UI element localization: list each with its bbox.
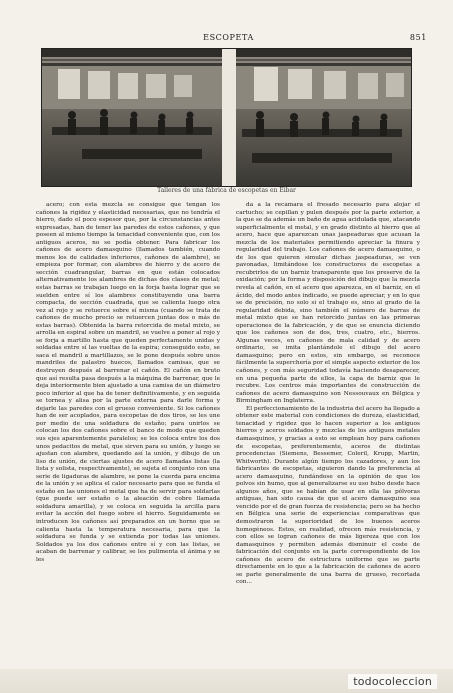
- page-number: 851: [409, 32, 427, 42]
- factory-engraving-illustration: [42, 49, 411, 186]
- page-header: [30, 30, 427, 44]
- right-column: [236, 202, 420, 670]
- left-column: [36, 202, 220, 670]
- left-paragraph: acero; con esta mezcla se consigue que tengan los cañones la rigidez y elasticidad necesarias, que no tendría el hierro, dado el poco espesor que, por la circunstancias antes expresadas, han de tener las paredes de estos cañones, y que poseen al mismo tiempo la tenacidad conveniente que, con los antiguos aceros, no se podía obtener. Para fabricar los cañones de acero damasquino (llamados también, cuando menos los de calidades inferiores, cañones de alambre), se empieza por formar, con alambres de hierro y de acero de sección cuadrangular, barras en que están colocados alternativamente los alambres de dichas dos clases de metal; estas barras se trabajan luego en la forja hasta lograr que se suelden entre sí los alambres constituyendo una barra compacta, de sección cuadrada, que se calienta luego otra vez al rojo y se retuerce sobre sí misma (cuando se trata de cañones de mucho precio se retuercen juntas dos o más de estas barras). Obtenida la barra retorcida de metal mixto, se arrolla en espiral sobre un mandril, se vuelve a poner al rojo y se forja a martillo hasta que queden perfectamente unidas y soldadas entre sí las vueltas de la espira; conseguido esto, se saca el mandril a martillazos, se le pone después sobre unos mandriles de palastro huecos, llamados camisas, que se destruyen después al barrenar el cañón. El cañón en bruto que así resulta pasa después a la máquina de barrenar, que le deja interiormente bien ajustado a una camisa de un diámetro poco inferior al que ha de tener definitivamente, y en seguida se tornea y alisa por la parte externa para darle forma y dejarle las paredes con el grueso conveniente. Si los cañones han de ser acoplados, para escopetas de dos tiros, se les une por medio de una soldadura de estaño; para unirlos se colocan los dos cañones sobre el banco de modo que queden sus ejes aparentemente paralelos; se les coloca entre los dos unos pedacitos de metal, que sirven para su unión, y luego se ajustan con alambre, quedando así la unión, y dibujo de un liso de unión, de ciertas ajustes de acero llamadas listas (la lista y solista, respectivamente), se sujeta el conjunto con una serie de ligaduras de alambre, se pone la cuerda para encima de la unión y se aplica el calor necesario para que se funda el estaño en las uniones el metal que ha de servir para soldarlas (que puede ser estaño o la aleación de cobre llamada soldadura amarilla), y se coloca en seguida la arcilla para evitar la acción del fuego sobre el hierro. Seguidamente se introducen los cañones así preparados en un horno que se calienta hasta la temperatura necesaria, para que la soldadura se funda y se extienda por todas las uniones. Soldados ya los dos cañones entre sí y con las listas, se acaban de barrenar y calibrar, se les pulimenta el ánima y se les: [36, 202, 220, 563]
- factory-engraving: [41, 48, 412, 187]
- right-paragraph: da a la recámara el fresado necesario para alojar el cartucho; se cepillan y pulen después por la parte exterior, a la que se da además un baño de agua acidulada que, atacando superficialmente el metal, y en grado distinto al hierro que al acero, hace que aparezcan unas jaspeaduras que acusan la mezcla de los materiales permitiendo apreciar la finura y regularidad del trabajo. Los cañones de acero damasquino, o de los que quieren simular dichas jaspeaduras, se ven pavonadas, limitándose los constructores de escopetas a recubrirlos de un barniz transparente que los preserve de la oxidación; por la forma y disposición del dibujo que la mezcla revela al cañón, en el acero que aparezca, en el barniz, en el ácido, del modo antes indicado, se puede apreciar, y en lo que se de precisión, no solo si el trabajo es, sino al grado de la regularidad debida, sino también el número de barras de metal mixto que se han retorcido juntas en las primeras operaciones de la fabricación, y de que se enuncia diciendo que los cañones son de dos, tres, cuatro, etc., hierros. Algunas veces, en cañones de mala calidad y de acero ordinario, se imita plantándole el dibujo del acero damasquino; pero en estos, sin embargo, se reconoce fácilmente la superchería por el simple aspecto exterior de los cañones, y con más seguridad todavía haciendo desaparecer, en una pequeña parte de ellos, la capa de barniz que le recubre. Los centros más importantes de construcción de cañones de acero damasquino son Nessouvaux en Bélgica y Birmingham en Inglaterra.: [236, 202, 420, 405]
- body-text: [36, 202, 420, 670]
- figure-caption: Talleres de una fábrica de escopetas en Eibar: [157, 187, 296, 194]
- watermark: todocoleccion: [348, 674, 437, 689]
- running-title: ESCOPETA: [203, 32, 254, 42]
- right-paragraph: El perfeccionamiento de la industria del acero ha llegado a obtener este material con condiciones de dureza, elasticidad, tenacidad y rigidez que lo hacen superior a los antiguos hierros y aceros soldados y mezclas de los antiguos metales damasquinos, y gracias a esto se emplean hoy para cañones de escopetas, preferentemente, aceros de distintas procedencias (Siemens, Bessemer, Coleril, Krupp, Martin, Whitworth). Durante algún tiempo los cazadores, y aun los fabricantes de escopetas, siguieron dando la preferencia al acero damasquino, fundándose en la opinión de que los polvos sin humo, que al generalizarse su uso hubo desde hace algunos años, que se habían de usar en ella las pólvoras antiguas, han sido causa de que el acero damasquino sea vencido por el de gran fuerza de resistencia; pero se ha hecho en Bélgica una serie de experiencias comparativas que demostraron la superioridad de los buenos aceros homogéneos. Estos, en realidad, ofrecen más resistencia, y con ellos se logran cañones de más ligereza que con los damasquinos y permiten además disminuir el coste de fabricación del conjunto en la parte correspondiente de los cañones de acero de estructura uniforme que se parte directamente en lo que a la fabricación de cañones de acero se parte generalmente de una barra de grueso, recortada con...: [236, 405, 420, 586]
